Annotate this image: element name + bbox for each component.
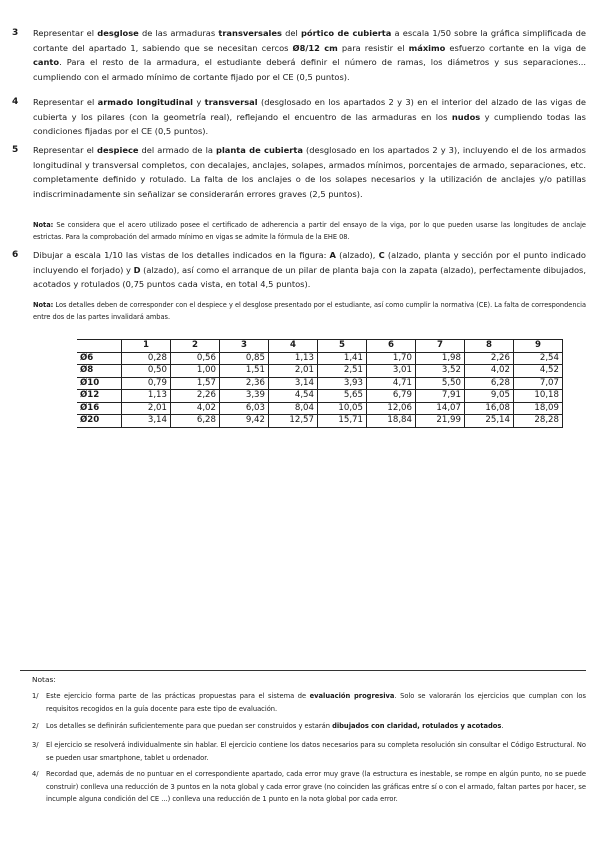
table-cell: 6,28	[465, 377, 514, 390]
table-cell: 1,51	[220, 365, 269, 378]
row-header-diameter: Ø6	[77, 352, 122, 365]
note-text: Los detalles deben de corresponder con el despiece y el desglose presentado por el estudiante, así como cumplir la normativa (CE). La falta de correspondencia entre dos de las partes invalidará ambas.	[33, 301, 586, 321]
column-header: 1	[122, 340, 171, 353]
table-cell: 5,50	[416, 377, 465, 390]
text-run: (desglosado en los apartados 2 y 3) en el interior del alzado de las vigas de cubierta y los pilares (con la geometría real), reflejando el encuentro de las armaduras en los	[33, 97, 587, 122]
table-cell: 4,52	[514, 365, 563, 378]
table-cell: 6,28	[171, 415, 220, 428]
text-run: del	[281, 28, 301, 38]
table-cell: 2,36	[220, 377, 269, 390]
text-run: El ejercicio se resolverá individualmente sin hablar. El ejercicio contiene los datos necesarios para su completa resolución sin consultar el Código Estructural. No se pueden usar smartphone, tablet u ordenador.	[46, 741, 586, 762]
table-cell: 1,00	[171, 365, 220, 378]
table-cell: 2,01	[122, 402, 171, 415]
table-cell: 9,05	[465, 390, 514, 403]
item-number: 6	[12, 250, 19, 260]
bold-text: máximo	[408, 42, 446, 53]
table-cell: 1,57	[171, 377, 220, 390]
column-header: 2	[171, 340, 220, 353]
table-cell: 12,06	[367, 402, 416, 415]
note-anchorage	[33, 220, 586, 243]
text-run: Representar el	[33, 145, 98, 155]
text-run: del armado de la	[138, 145, 217, 155]
row-header-diameter: Ø8	[77, 365, 122, 378]
table-cell: 14,07	[416, 402, 465, 415]
table-cell: 28,28	[514, 415, 563, 428]
text-run: Recordad que, además de no puntuar en el correspondiente apartado, cada error muy grave (la estructura es inestable, se rompe en algún punto, no se puede construir) conlleva una reducción de 3 puntos en la nota global y cada error grave (no coinciden las gráficas entre sí o con el armado, faltan partes por hacer, se incumple alguna condición del CE ...) conlleva una reducción de 1 punto en la nota global por cada error.	[46, 770, 587, 804]
table-cell: 1,13	[269, 352, 318, 365]
table-cell: 18,84	[367, 415, 416, 428]
table-row	[77, 415, 563, 428]
table-cell: 15,71	[318, 415, 367, 428]
instruction-item-5	[12, 143, 586, 201]
footnote-number: 4/	[32, 770, 39, 778]
instruction-item-6	[12, 248, 586, 292]
text-run: Este ejercicio forma parte de las prácticas propuestas para el sistema de	[46, 692, 310, 700]
text-run: a escala 1/50 sobre la gráfica simplificada de cortante del apartado 1, sabiendo que se necesitan cercos	[33, 28, 586, 53]
instruction-item-3	[12, 26, 586, 84]
table-cell: 2,54	[514, 352, 563, 365]
table-cell: 0,50	[122, 365, 171, 378]
table-cell: 2,26	[171, 390, 220, 403]
bold-text: canto	[33, 57, 60, 68]
text-run: . Solo se valorarán los ejercicios que cumplan con los requisitos recogidos en la guía docente para este tipo de evaluación.	[46, 692, 587, 713]
bold-text: pórtico de cubierta	[300, 28, 392, 38]
column-header: 5	[318, 340, 367, 353]
table-cell: 3,52	[416, 365, 465, 378]
text-run: . Para el resto de la armadura, el estudiante deberá definir el número de ramas, los diámetros y sus separaciones... cumpliendo con el armado mínimo de cortante fijado por el CE (0,5 puntos).	[33, 57, 586, 82]
text-run: (alzado), así como el arranque de un pilar de planta baja con la zapata (alzado), perfectamente dibujados, acotados y rotulados (0,75 puntos cada vista, en total 4,5 puntos).	[33, 264, 586, 290]
table-cell: 2,26	[465, 352, 514, 365]
bold-text: Ø8/12 cm	[292, 42, 338, 53]
footnote-2	[32, 720, 586, 733]
text-run: (alzado, planta y sección por el punto indicado incluyendo el forjado) y	[33, 250, 586, 275]
table-cell: 2,01	[269, 365, 318, 378]
text-run: para resistir el	[337, 42, 409, 53]
table-row	[77, 377, 563, 390]
table-cell: 10,18	[514, 390, 563, 403]
table-cell: 8,04	[269, 402, 318, 415]
text-run: (desglosado en los apartados 2 y 3), incluyendo el de los armados longitudinal y transversal completos, con decalajes, anclajes, solapes, armados mínimos, porcentajes de armado, separaciones, etc. completamente definido y rotulado. La falta de los anclajes o de los solapes necesarios y la utilización de anclajes y/o patillas indiscriminadamente sin señalizar se considerarán errores graves (2,5 puntos).	[33, 145, 586, 199]
text-run: Dibujar a escala 1/10 las vistas de los detalles indicados en la figura:	[33, 250, 330, 260]
bold-text: despiece	[97, 145, 139, 155]
table-cell: 4,02	[171, 402, 220, 415]
table-cell: 4,02	[465, 365, 514, 378]
table-cell: 9,42	[220, 415, 269, 428]
column-header: 6	[367, 340, 416, 353]
item-number: 5	[12, 145, 19, 155]
item-number: 4	[12, 97, 19, 107]
table-cell: 6,03	[220, 402, 269, 415]
footnote-text	[46, 720, 586, 733]
footnote-4	[32, 768, 586, 806]
item-text	[33, 95, 586, 139]
table-row	[77, 402, 563, 415]
footnote-1	[32, 690, 586, 715]
column-header: 4	[269, 340, 318, 353]
note-label: Nota:	[33, 301, 54, 309]
table-cell: 1,98	[416, 352, 465, 365]
bold-text: armado longitudinal	[97, 97, 194, 107]
text-run: Representar el	[33, 28, 98, 38]
bold-text: planta de cubierta	[216, 145, 303, 155]
column-header: 3	[220, 340, 269, 353]
bold-text: evaluación progresiva	[309, 692, 395, 700]
table-cell: 10,05	[318, 402, 367, 415]
item-number: 3	[12, 28, 19, 38]
text-run: Los detalles se definirán suficientemente para que puedan ser construidos y estarán	[46, 722, 333, 730]
table-row	[77, 352, 563, 365]
item-text	[33, 248, 586, 292]
bold-text: C	[378, 250, 385, 260]
bold-text: D	[133, 264, 141, 275]
row-header-diameter: Ø12	[77, 390, 122, 403]
table-header-row	[77, 340, 563, 353]
column-header: 9	[514, 340, 563, 353]
table-row	[77, 390, 563, 403]
table-cell: 16,08	[465, 402, 514, 415]
footnote-number: 3/	[32, 741, 39, 749]
footnote-text	[46, 768, 586, 806]
footnote-text	[46, 739, 586, 764]
notes-title: Notas:	[32, 675, 56, 684]
table-cell: 4,71	[367, 377, 416, 390]
table-cell: 3,93	[318, 377, 367, 390]
table-cell: 25,14	[465, 415, 514, 428]
bold-text: A	[329, 250, 336, 260]
table-cell: 0,79	[122, 377, 171, 390]
table-cell: 1,13	[122, 390, 171, 403]
note-text: Se considera que el acero utilizado posee el certificado de adherencia a partir del ensayo de la viga, por lo que pueden usarse las longitudes de anclaje estrictas. Para la comprobación del armado mínimo en vigas se admite la fórmula de la EHE 08.	[33, 221, 586, 241]
note-label: Nota:	[33, 221, 54, 229]
column-header: 7	[416, 340, 465, 353]
table-cell: 12,57	[269, 415, 318, 428]
rebar-area-table	[77, 339, 563, 428]
table-cell: 0,85	[220, 352, 269, 365]
bold-text: transversal	[204, 97, 258, 107]
table-cell: 7,91	[416, 390, 465, 403]
table-row	[77, 365, 563, 378]
text-run: y	[193, 97, 205, 107]
table-cell: 4,54	[269, 390, 318, 403]
table-cell: 2,51	[318, 365, 367, 378]
text-run: .	[501, 722, 504, 730]
bold-text: transversales	[218, 28, 282, 38]
table-cell: 0,28	[122, 352, 171, 365]
table-cell: 5,65	[318, 390, 367, 403]
text-run: Representar el	[33, 97, 98, 107]
table-cell: 3,14	[269, 377, 318, 390]
text-run: y cumpliendo todas las condiciones fijadas por el CE (0,5 puntos).	[33, 111, 586, 137]
table-cell: 6,79	[367, 390, 416, 403]
table-cell: 0,56	[171, 352, 220, 365]
item-text	[33, 26, 586, 84]
table-cell: 7,07	[514, 377, 563, 390]
text-run: esfuerzo cortante en la viga de	[445, 42, 586, 53]
note-details	[33, 300, 586, 323]
item-text	[33, 143, 586, 201]
instruction-item-4	[12, 95, 586, 139]
bold-text: dibujados con claridad, rotulados y acotados	[332, 722, 502, 730]
table-cell: 1,70	[367, 352, 416, 365]
table-corner	[77, 340, 122, 353]
footnote-3	[32, 739, 586, 764]
footnote-number: 1/	[32, 692, 39, 700]
footnote-number: 2/	[32, 722, 39, 730]
text-run: (alzado),	[335, 250, 379, 260]
table-cell: 3,01	[367, 365, 416, 378]
bold-text: desglose	[97, 28, 139, 38]
row-header-diameter: Ø10	[77, 377, 122, 390]
table-cell: 21,99	[416, 415, 465, 428]
column-header: 8	[465, 340, 514, 353]
bold-text: nudos	[451, 111, 481, 122]
row-header-diameter: Ø16	[77, 402, 122, 415]
table-cell: 1,41	[318, 352, 367, 365]
section-divider	[20, 670, 586, 671]
row-header-diameter: Ø20	[77, 415, 122, 428]
table-cell: 3,14	[122, 415, 171, 428]
table-cell: 18,09	[514, 402, 563, 415]
table-cell: 3,39	[220, 390, 269, 403]
footnote-text	[46, 690, 586, 715]
text-run: de las armaduras	[138, 28, 219, 38]
